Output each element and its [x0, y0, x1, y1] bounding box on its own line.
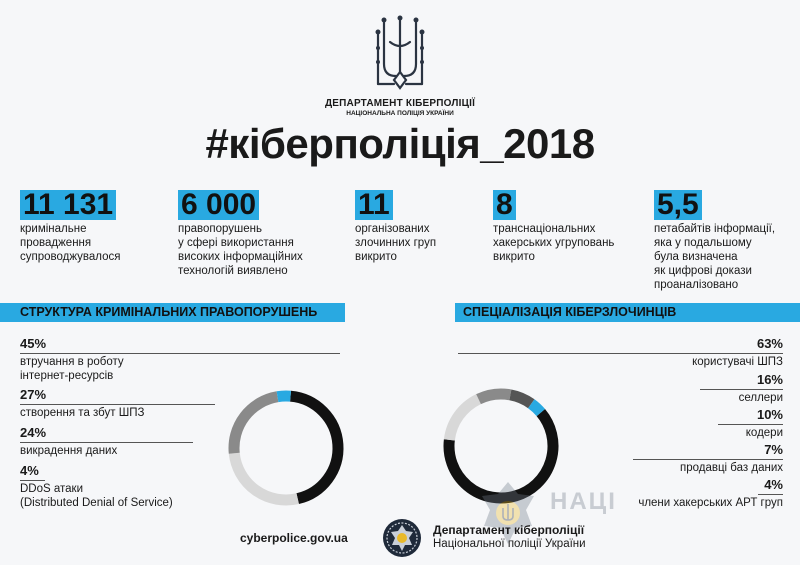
item-percent: 7%: [764, 442, 783, 457]
donut-segment: [531, 404, 541, 413]
donut-segment: [291, 396, 338, 498]
list-item: [700, 373, 783, 405]
stat-item: [493, 190, 614, 264]
footer-department-subtitle: Національної поліції України: [433, 538, 586, 550]
list-item: [20, 426, 193, 458]
item-label: втручання в роботу інтернет-ресурсів: [20, 356, 124, 382]
item-label: DDoS атаки (Distributed Denial of Service): [20, 483, 173, 509]
stat-number: 11: [355, 190, 393, 220]
item-label: члени хакерських АРТ груп: [638, 497, 783, 509]
stat-text: кримінальне провадження супроводжувалося: [20, 223, 121, 263]
divider: [20, 404, 215, 405]
item-percent: 27%: [20, 387, 47, 402]
stat-text: петабайтів інформації, яка у подальшому була визначена як цифрові докази проаналізовано: [654, 223, 776, 291]
page-title: #кіберполіція_2018: [205, 120, 595, 167]
donut-segment: [449, 399, 478, 440]
item-percent: 4%: [764, 477, 783, 492]
police-badge-icon: [382, 518, 422, 558]
donut-segment: [479, 394, 511, 399]
list-item: [613, 478, 783, 510]
stat-number: 6 000: [178, 190, 259, 220]
divider: [20, 480, 45, 481]
divider: [20, 353, 340, 354]
footer-department-name: Департамент кіберполіції: [433, 523, 585, 537]
watermark-text: НАЦІ: [550, 488, 617, 515]
divider: [758, 494, 783, 495]
divider: [458, 353, 783, 354]
divider: [20, 442, 193, 443]
stat-item: [20, 190, 121, 264]
section-title-structure: СТРУКТУРА КРИМІНАЛЬНИХ ПРАВОПОРУШЕНЬ: [0, 303, 345, 322]
item-label: викрадення даних: [20, 445, 118, 457]
list-item: [458, 337, 783, 369]
item-percent: 10%: [756, 407, 783, 422]
item-label: кодери: [745, 427, 783, 439]
divider: [718, 424, 783, 425]
stat-item: [355, 190, 436, 264]
department-subtitle: НАЦІОНАЛЬНА ПОЛІЦІЯ УКРАЇНИ: [346, 110, 454, 117]
list-item: [633, 443, 783, 475]
stat-text: організованих злочинних груп викрито: [355, 223, 437, 263]
donut-segment: [278, 396, 291, 397]
donut-segment: [234, 397, 278, 454]
item-label: створення та збут ШПЗ: [20, 407, 145, 419]
donut-chart-structure: [226, 388, 346, 508]
section-title-specialization: СПЕЦІАЛІЗАЦІЯ КІБЕРЗЛОЧИНЦІВ: [455, 303, 800, 322]
list-item: [20, 337, 340, 383]
stat-item: [178, 190, 303, 278]
item-label: користувачі ШПЗ: [692, 356, 783, 368]
donut-segment: [510, 395, 531, 404]
item-percent: 16%: [756, 372, 783, 387]
item-percent: 24%: [20, 425, 47, 440]
item-label: продавці баз даних: [679, 462, 783, 474]
trident-circuit-icon: [370, 14, 430, 94]
department-name: ДЕПАРТАМЕНТ КІБЕРПОЛІЦІЇ: [324, 98, 476, 109]
stat-number: 5,5: [654, 190, 702, 220]
item-percent: 4%: [20, 463, 39, 478]
list-item: [20, 464, 220, 510]
stat-number: 11 131: [20, 190, 116, 220]
stat-text: транснаціональних хакерських угруповань викрито: [493, 223, 615, 263]
list-item: [20, 388, 215, 420]
divider: [633, 459, 783, 460]
donut-segment: [234, 453, 297, 500]
divider: [700, 389, 783, 390]
stat-number: 8: [493, 190, 516, 220]
item-percent: 45%: [20, 336, 47, 351]
footer-url-link[interactable]: cyberpolice.gov.ua: [240, 531, 348, 545]
item-percent: 63%: [756, 336, 783, 351]
stat-item: [654, 190, 775, 292]
list-item: [718, 408, 783, 440]
item-label: селлери: [738, 392, 783, 404]
stat-text: правопорушень у сфері використання високих інформаційних технологій виявлено: [178, 223, 303, 277]
